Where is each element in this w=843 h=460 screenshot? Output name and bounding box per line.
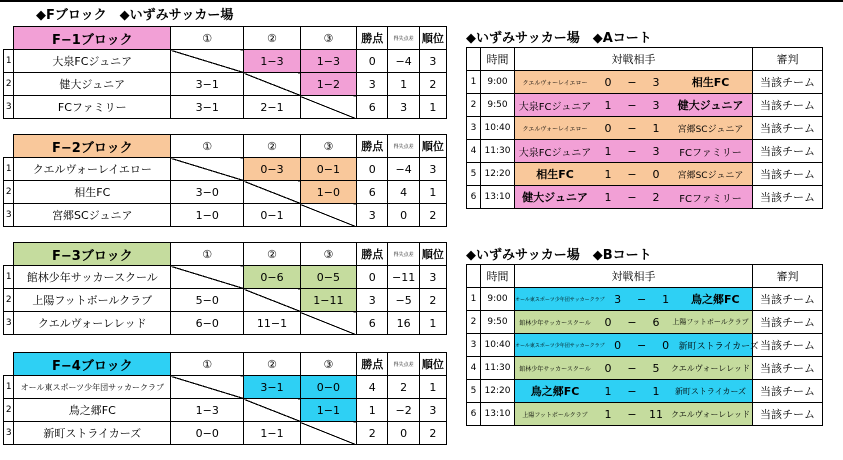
match-row: 1 9:00 オール東スポーツ少年団サッカークラブ 3 − 1 鳥之郷FC 当該チーム xyxy=(467,288,823,311)
diagonal-cell xyxy=(300,422,356,445)
away-team: 新町ストライカーズ xyxy=(674,386,747,396)
points-cell: 3 xyxy=(357,204,388,227)
referee-cell: 当該チーム xyxy=(753,163,823,186)
away-score: 6 xyxy=(652,315,660,329)
points-header: 勝点 xyxy=(357,135,388,158)
col-3-header: ③ xyxy=(300,135,356,158)
home-team: 館林少年サッカースクール xyxy=(519,319,591,327)
points-cell: 6 xyxy=(357,312,388,335)
goal-diff-header: 得失点差 xyxy=(388,27,419,50)
col-1-header: ① xyxy=(171,27,244,50)
rank-cell: 1 xyxy=(419,181,446,204)
rank-cell: 2 xyxy=(419,204,446,227)
match-row: 4 11:30 大泉FCジュニア 1 − 3 FCファミリー 当該チーム xyxy=(467,140,823,163)
away-score: 0 xyxy=(662,338,670,352)
goal-diff-cell: 1 xyxy=(388,73,419,96)
match-row: 2 9:50 大泉FCジュニア 1 − 3 健大ジュニア 当該チーム xyxy=(467,94,823,117)
result-cell: 0−6 xyxy=(244,266,300,289)
home-score: 0 xyxy=(604,315,612,329)
away-team: 新町ストライカーズ xyxy=(678,341,759,352)
result-cell: 0−5 xyxy=(300,266,356,289)
referee-cell: 当該チーム xyxy=(753,334,823,357)
col-2-header: ② xyxy=(244,243,300,266)
table-row: 1 オール東スポーツ少年団サッカークラブ 3−1 0−0 4 2 1 xyxy=(4,376,447,399)
team-name: 相生FC xyxy=(14,181,171,204)
home-team: 館林少年サッカースクール xyxy=(519,365,591,373)
col-2-header: ② xyxy=(244,135,300,158)
table-row: 3 新町ストライカーズ 0−0 1−1 2 0 2 xyxy=(4,422,447,445)
team-name: 新町ストライカーズ xyxy=(14,422,171,445)
home-score: 1 xyxy=(604,98,612,112)
col-1-header: ① xyxy=(171,243,244,266)
match-time: 9:00 xyxy=(481,288,515,311)
goal-diff-cell: 0 xyxy=(388,204,419,227)
time-header: 時間 xyxy=(481,265,515,288)
diagonal-cell xyxy=(171,158,244,181)
col-3-header: ③ xyxy=(300,27,356,50)
goal-diff-cell: −4 xyxy=(388,158,419,181)
court-a-table xyxy=(466,47,823,209)
result-cell: 0−1 xyxy=(300,158,356,181)
col-3-header: ③ xyxy=(300,243,356,266)
rank-cell: 2 xyxy=(419,422,446,445)
block-table-f4 xyxy=(3,352,447,445)
match-row: 3 10:40 オール東スポーツ少年団サッカークラブ 0 − 0 新町ストライカーズ 当該チーム xyxy=(467,334,823,357)
goal-diff-cell: 2 xyxy=(388,376,419,399)
table-row: 1 館林少年サッカースクール 0−6 0−5 0 −11 3 xyxy=(4,266,447,289)
col-2-header: ② xyxy=(244,27,300,50)
col-3-header: ③ xyxy=(300,353,356,376)
match-header: 対戦相手 xyxy=(515,48,753,71)
away-score: 11 xyxy=(649,407,663,421)
result-cell: 1−11 xyxy=(300,289,356,312)
block-table-f3 xyxy=(3,242,447,335)
result-cell: 11−1 xyxy=(244,312,300,335)
block-name: F−3ブロック xyxy=(14,243,171,266)
team-name: オール東スポーツ少年団サッカークラブ xyxy=(14,376,171,399)
result-cell: 1−1 xyxy=(244,422,300,445)
away-score: 1 xyxy=(662,292,670,306)
match-time: 9:50 xyxy=(481,311,515,334)
result-cell: 0−3 xyxy=(244,158,300,181)
table-row: 3 FCファミリー 3−1 2−1 6 3 1 xyxy=(4,96,447,119)
home-team: 大泉FCジュニア xyxy=(518,101,592,113)
points-header: 勝点 xyxy=(357,243,388,266)
away-team: 宮郷SCジュニア xyxy=(677,124,744,135)
score-separator: − xyxy=(627,190,637,204)
team-name: 大泉FCジュニア xyxy=(14,50,171,73)
away-team: 宮郷SCジュニア xyxy=(677,170,744,181)
rank-cell: 3 xyxy=(419,399,446,422)
away-score: 3 xyxy=(652,144,660,158)
rank-cell: 1 xyxy=(419,376,446,399)
match-time: 10:40 xyxy=(481,334,515,357)
score-separator: − xyxy=(627,121,637,135)
result-cell: 1−1 xyxy=(300,399,356,422)
goal-diff-header: 得失点差 xyxy=(388,353,419,376)
referee-cell: 当該チーム xyxy=(753,380,823,403)
rank-header: 順位 xyxy=(419,243,446,266)
points-cell: 4 xyxy=(357,376,388,399)
home-score: 1 xyxy=(604,144,612,158)
block-name: F−1ブロック xyxy=(14,27,171,50)
block-name: F−4ブロック xyxy=(14,353,171,376)
score-separator: − xyxy=(627,144,637,158)
goal-diff-cell: −4 xyxy=(388,50,419,73)
team-name: クエルヴォーレレッド xyxy=(14,312,171,335)
court-b-title: ◆いずみサッカー場 ◆Bコート xyxy=(466,248,652,263)
match-time: 10:40 xyxy=(481,117,515,140)
away-score: 1 xyxy=(652,121,660,135)
referee-cell: 当該チーム xyxy=(753,71,823,94)
referee-header: 審判 xyxy=(753,265,823,288)
diagonal-cell xyxy=(171,266,244,289)
score-separator: − xyxy=(627,315,637,329)
points-cell: 6 xyxy=(357,181,388,204)
away-score: 3 xyxy=(652,98,660,112)
away-team: 鳥之郷FC xyxy=(691,293,740,306)
diagonal-cell xyxy=(171,376,244,399)
diagonal-cell xyxy=(244,289,300,312)
match-time: 13:10 xyxy=(481,403,515,426)
referee-cell: 当該チーム xyxy=(753,357,823,380)
goal-diff-cell: 16 xyxy=(388,312,419,335)
table-row: 3 クエルヴォーレレッド 6−0 11−1 6 16 1 xyxy=(4,312,447,335)
match-row: 3 10:40 クエルヴォーレイエロー 0 − 1 宮郷SCジュニア 当該チーム xyxy=(467,117,823,140)
page-title: ◆Fブロック ◆いずみサッカー場 xyxy=(36,8,234,23)
result-cell: 1−3 xyxy=(171,399,244,422)
home-score: 0 xyxy=(604,75,612,89)
result-cell: 3−1 xyxy=(171,73,244,96)
match-row: 5 12:20 鳥之郷FC 1 − 1 新町ストライカーズ 当該チーム xyxy=(467,380,823,403)
home-team: 相生FC xyxy=(536,168,574,181)
result-cell: 0−0 xyxy=(300,376,356,399)
points-cell: 1 xyxy=(357,399,388,422)
time-header: 時間 xyxy=(481,48,515,71)
referee-cell: 当該チーム xyxy=(753,94,823,117)
col-1-header: ① xyxy=(171,135,244,158)
goal-diff-cell: −5 xyxy=(388,289,419,312)
away-team: 上陽フットボールクラブ xyxy=(672,318,749,326)
points-header: 勝点 xyxy=(357,353,388,376)
result-cell: 1−3 xyxy=(300,50,356,73)
team-name: 健大ジュニア xyxy=(14,73,171,96)
team-name: 鳥之郷FC xyxy=(14,399,171,422)
home-score: 3 xyxy=(614,292,622,306)
rank-header: 順位 xyxy=(419,353,446,376)
match-row: 5 12:20 相生FC 1 − 0 宮郷SCジュニア 当該チーム xyxy=(467,163,823,186)
away-score: 1 xyxy=(652,384,660,398)
away-score: 2 xyxy=(652,190,660,204)
referee-cell: 当該チーム xyxy=(753,311,823,334)
home-team: オール東スポーツ少年団サッカークラブ xyxy=(515,342,605,349)
match-time: 11:30 xyxy=(481,140,515,163)
home-score: 0 xyxy=(604,361,612,375)
table-row: 1 クエルヴォーレイエロー 0−3 0−1 0 −4 3 xyxy=(4,158,447,181)
goal-diff-cell: −2 xyxy=(388,399,419,422)
team-name: FCファミリー xyxy=(14,96,171,119)
points-cell: 0 xyxy=(357,266,388,289)
points-cell: 2 xyxy=(357,422,388,445)
result-cell: 0−1 xyxy=(244,204,300,227)
score-separator: − xyxy=(627,98,637,112)
referee-cell: 当該チーム xyxy=(753,117,823,140)
team-name: 上陽フットボールクラブ xyxy=(14,289,171,312)
match-time: 9:00 xyxy=(481,71,515,94)
col-1-header: ① xyxy=(171,353,244,376)
diagonal-cell xyxy=(244,399,300,422)
goal-diff-cell: −11 xyxy=(388,266,419,289)
home-score: 1 xyxy=(604,384,612,398)
away-score: 3 xyxy=(652,75,660,89)
table-row: 2 健大ジュニア 3−1 1−2 3 1 2 xyxy=(4,73,447,96)
away-team: FCファミリー xyxy=(679,147,742,159)
away-team: 健大ジュニア xyxy=(677,99,744,112)
table-row: 3 宮郷SCジュニア 1−0 0−1 3 0 2 xyxy=(4,204,447,227)
match-row: 4 11:30 館林少年サッカースクール 0 − 5 クエルヴォーレレッド 当該チーム xyxy=(467,357,823,380)
match-header: 対戦相手 xyxy=(515,265,753,288)
rank-cell: 1 xyxy=(419,96,446,119)
match-row: 6 13:10 上陽フットボールクラブ 1 − 11 クエルヴォーレレッド 当該チーム xyxy=(467,403,823,426)
score-separator: − xyxy=(627,407,637,421)
result-cell: 1−0 xyxy=(171,204,244,227)
match-time: 9:50 xyxy=(481,94,515,117)
home-team: オール東スポーツ少年団サッカークラブ xyxy=(515,296,605,303)
diagonal-cell xyxy=(244,181,300,204)
rank-header: 順位 xyxy=(419,27,446,50)
score-separator: − xyxy=(627,167,637,181)
home-team: 大泉FCジュニア xyxy=(518,147,592,159)
match-row: 6 13:10 健大ジュニア 1 − 2 FCファミリー 当該チーム xyxy=(467,186,823,209)
goal-diff-header: 得失点差 xyxy=(388,243,419,266)
table-row: 2 鳥之郷FC 1−3 1−1 1 −2 3 xyxy=(4,399,447,422)
diagonal-cell xyxy=(300,312,356,335)
rank-cell: 2 xyxy=(419,73,446,96)
result-cell: 3−1 xyxy=(244,376,300,399)
referee-cell: 当該チーム xyxy=(753,403,823,426)
rank-cell: 3 xyxy=(419,266,446,289)
away-team: クエルヴォーレレッド xyxy=(670,363,751,373)
away-team: クエルヴォーレレッド xyxy=(670,409,751,419)
result-cell: 1−0 xyxy=(300,181,356,204)
referee-cell: 当該チーム xyxy=(753,186,823,209)
points-header: 勝点 xyxy=(357,27,388,50)
score-separator: − xyxy=(627,384,637,398)
goal-diff-cell: 4 xyxy=(388,181,419,204)
result-cell: 0−0 xyxy=(171,422,244,445)
table-row: 2 上陽フットボールクラブ 5−0 1−11 3 −5 2 xyxy=(4,289,447,312)
goal-diff-cell: 0 xyxy=(388,422,419,445)
col-2-header: ② xyxy=(244,353,300,376)
block-name: F−2ブロック xyxy=(14,135,171,158)
result-cell: 1−3 xyxy=(244,50,300,73)
block-table-f1 xyxy=(3,26,447,119)
rank-header: 順位 xyxy=(419,135,446,158)
rank-cell: 3 xyxy=(419,50,446,73)
score-separator: − xyxy=(637,292,647,306)
block-table-f2 xyxy=(3,134,447,227)
goal-diff-cell: 3 xyxy=(388,96,419,119)
rank-cell: 1 xyxy=(419,312,446,335)
home-team: 健大ジュニア xyxy=(522,191,588,204)
away-team: FCファミリー xyxy=(679,193,742,205)
home-team: 鳥之郷FC xyxy=(530,385,580,398)
team-name: クエルヴォーレイエロー xyxy=(14,158,171,181)
home-score: 1 xyxy=(604,167,612,181)
match-row: 1 9:00 クエルヴォーレイエロー 0 − 3 相生FC 当該チーム xyxy=(467,71,823,94)
points-cell: 3 xyxy=(357,73,388,96)
points-cell: 3 xyxy=(357,289,388,312)
match-time: 12:20 xyxy=(481,380,515,403)
court-a-title: ◆いずみサッカー場 ◆Aコート xyxy=(466,31,652,46)
home-score: 0 xyxy=(614,338,622,352)
points-cell: 0 xyxy=(357,50,388,73)
home-score: 0 xyxy=(604,121,612,135)
score-separator: − xyxy=(627,361,637,375)
home-score: 1 xyxy=(604,407,612,421)
result-cell: 5−0 xyxy=(171,289,244,312)
referee-cell: 当該チーム xyxy=(753,288,823,311)
team-name: 宮郷SCジュニア xyxy=(14,204,171,227)
home-team: クエルヴォーレイエロー xyxy=(522,125,588,133)
result-cell: 6−0 xyxy=(171,312,244,335)
result-cell: 1−2 xyxy=(300,73,356,96)
diagonal-cell xyxy=(300,204,356,227)
table-row: 2 相生FC 3−0 1−0 6 4 1 xyxy=(4,181,447,204)
goal-diff-header: 得失点差 xyxy=(388,135,419,158)
top-rule xyxy=(0,0,843,2)
match-row: 2 9:50 館林少年サッカースクール 0 − 6 上陽フットボールクラブ 当該チーム xyxy=(467,311,823,334)
court-b-table xyxy=(466,264,823,426)
match-time: 13:10 xyxy=(481,186,515,209)
score-separator: − xyxy=(637,338,647,352)
home-team: クエルヴォーレイエロー xyxy=(522,79,588,87)
away-score: 0 xyxy=(652,167,660,181)
points-cell: 0 xyxy=(357,158,388,181)
away-score: 5 xyxy=(652,361,660,375)
referee-header: 審判 xyxy=(753,48,823,71)
rank-cell: 3 xyxy=(419,158,446,181)
result-cell: 3−1 xyxy=(171,96,244,119)
team-name: 館林少年サッカースクール xyxy=(14,266,171,289)
result-cell: 3−0 xyxy=(171,181,244,204)
match-time: 12:20 xyxy=(481,163,515,186)
diagonal-cell xyxy=(300,96,356,119)
home-team: 上陽フットボールクラブ xyxy=(522,411,588,419)
diagonal-cell xyxy=(244,73,300,96)
rank-cell: 2 xyxy=(419,289,446,312)
table-row: 1 大泉FCジュニア 1−3 1−3 0 −4 3 xyxy=(4,50,447,73)
diagonal-cell xyxy=(171,50,244,73)
referee-cell: 当該チーム xyxy=(753,140,823,163)
result-cell: 2−1 xyxy=(244,96,300,119)
points-cell: 6 xyxy=(357,96,388,119)
match-time: 11:30 xyxy=(481,357,515,380)
home-score: 1 xyxy=(604,190,612,204)
score-separator: − xyxy=(627,75,637,89)
away-team: 相生FC xyxy=(691,76,730,89)
